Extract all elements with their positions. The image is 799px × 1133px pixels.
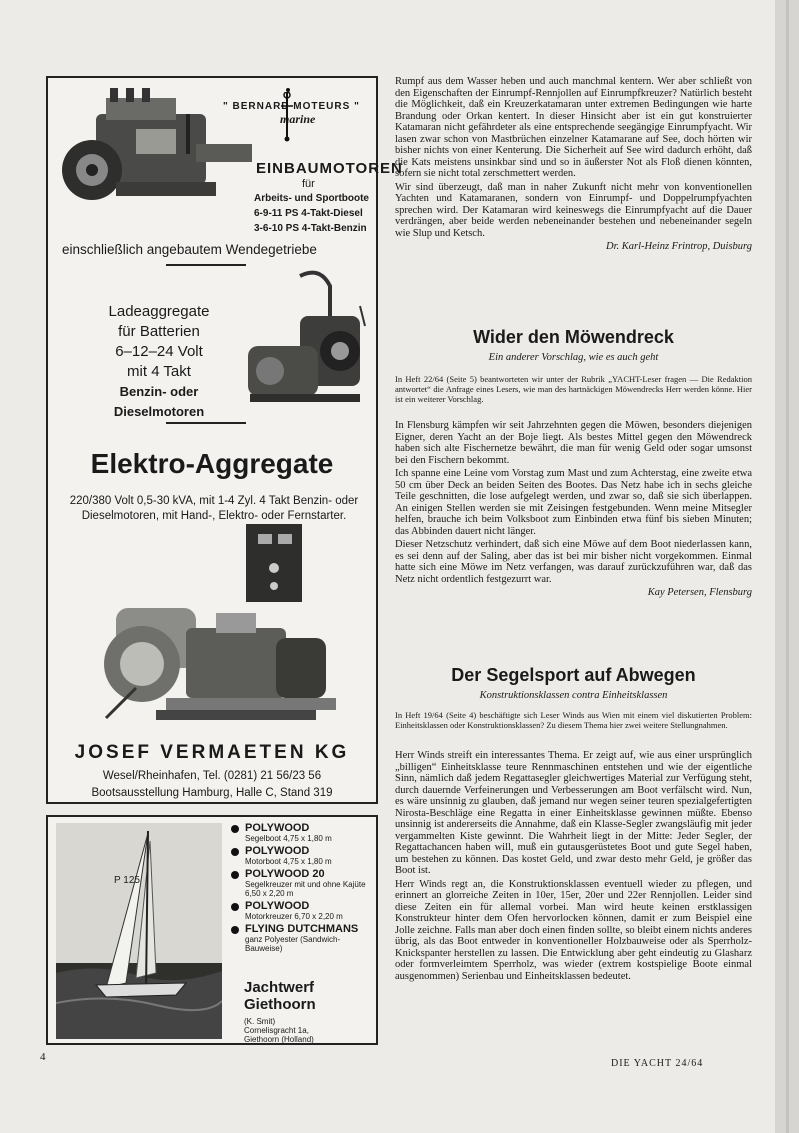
- lade-bold-line: Benzin- oder Dieselmotoren: [113, 384, 205, 419]
- product-name: FLYING DUTCHMANS: [245, 923, 359, 935]
- paragraph: Wir sind überzeugt, daß man in naher Zukunft nicht mehr von konventionellen Yachten und Katamaranen, sondern von Einrumpf- und Doppelrumpfyachten sprechen wird. Der Katamaran wird keineswegs die Einrumpfyacht auf die Dauer verdrängen, aber beide werden nebeneinander bestehen und nebeneinander segeln wie Slup und Ketsch.: [395, 181, 752, 239]
- author-signature: Dr. Karl-Heinz Frintrop, Duisburg: [606, 241, 752, 252]
- product-name: POLYWOOD: [245, 900, 310, 912]
- paragraph: Herr Winds streift ein interessantes Thema. Er zeigt auf, wie aus einer ursprünglich „billigen“ Einheitsklasse teure Rennmaschinen entstehen und wie der eigentliche Sinn, nämlich daß jedem Regattasegler gleichwertiges Material zur Verfügung steht, durch dauernde Verfeinerungen und Verbesserungen am Boot verfälscht wird. Nun, es wäre unsinnig zu glauben, daß jemand nur wegen seiner teuren spezialgefertigten Nirosta-Beschläge eine Regatta in einer Einheitsklasse gewinnen müßte. Ebenso unsinnig ist andererseits die Annahme, daß ein Klasse-Segler zwangsläufig mit jeder vergammelten Kiste gewinnt. Die Wahrheit liegt in der Mitte: Jeder Segler, der Regattachancen haben will, muß ein gutausgerüstetes Boot und gute Segel haben, um bestehen zu können. Das kostet Geld, und zwar desto mehr Geld, je größer das Boot ist.: [395, 750, 752, 876]
- article-segelsport-body: [395, 750, 752, 984]
- list-item: [231, 924, 376, 953]
- address-line: Giethoorn (Holland): [244, 1035, 314, 1044]
- paragraph: Ich spanne eine Leine vom Vorstag zum Mast und zum Achterstag, eine zweite etwa 50 cm über Deck an beiden Seiten des Bootes. Das Netz habe ich in sechs gleiche Teile geschnitten, die lose aufgelegt werden, und zwar so, daß sie sich überlappen. An einigen Stellen werden sie mit Zeisingen festgebunden. Wenn meine Mitsegler helfen, brauche ich beim Volksboot zum Einbinden etwa fünf bis sieben Minuten; das Abbinden dauert nicht länger.: [395, 468, 752, 537]
- list-item: [231, 846, 376, 866]
- product-desc: Motorkreuzer 6,70 x 2,20 m: [245, 912, 343, 921]
- paragraph: In Flensburg kämpfen wir seit Jahrzehnten gegen die Möwen, besonders diejenigen Eigner, deren Yacht an der Boje liegt. Als bestes Mittel gegen den Möwendreck haben sich alte Fischernetze bewährt, die man für wenig Geld oder sogar umsonst bei den Fischern bekommt.: [395, 420, 752, 466]
- page-edge-line: [786, 0, 789, 1133]
- address-line: (K. Smit): [244, 1017, 276, 1026]
- bullet-icon: [231, 903, 239, 911]
- product-desc: Segelkreuzer mit und ohne Kajüte 6,50 x 2,20 m: [245, 880, 366, 898]
- advertisement-vermaeten: [46, 76, 403, 804]
- article-title: Wider den Möwendreck: [473, 327, 674, 347]
- einbau-details: [254, 191, 369, 236]
- anchor-icon: [280, 92, 294, 142]
- product-desc: ganz Polyester (Sandwich-Bauweise): [245, 935, 341, 953]
- divider: [166, 422, 246, 424]
- divider: [166, 264, 246, 266]
- page-number: 4: [40, 1051, 46, 1063]
- brand-subtitle: marine: [280, 112, 316, 126]
- shipyard-name: [244, 979, 316, 1013]
- shipyard-name-line: Giethoorn: [244, 996, 316, 1013]
- wendegetriebe-text: einschließlich angebautem Wendegetriebe: [62, 242, 317, 257]
- einbau-line: 3-6-10 PS 4-Takt-Benzin: [254, 223, 367, 234]
- bullet-icon: [231, 825, 239, 833]
- article-intro: In Heft 22/64 (Seite 5) beantworteten wir unter der Rubrik „YACHT-Leser fragen — Die Redaktion antwortet“ die Anfrage eines Lesers, wie man des hartnäckigen Möwendrecks Herr werden könne. Hier ist ein weiterer Vorschlag.: [395, 374, 752, 404]
- paragraph: Dieser Netzschutz verhindert, daß sich eine Möwe auf dem Boot niederlassen kann, es sei denn auf der Saling, aber das ist bei mir bisher nicht vorgekommen. Einmal hatte sich eine Möwe im Netz verfangen, was darauf zurückzuführen war, daß das Netz nicht ordentlich festgezurrt war.: [395, 539, 752, 585]
- product-name: POLYWOOD 20: [245, 868, 325, 880]
- einbau-line: Arbeits- und Sportboote: [254, 193, 369, 204]
- company-address: [48, 768, 376, 802]
- einbaumotoren-heading: EINBAUMOTOREN: [256, 160, 403, 177]
- brand-name: " BERNARD MOTEURS ": [223, 101, 360, 112]
- elektro-description: 220/380 Volt 0,5-30 kVA, mit 1-4 Zyl. 4 Takt Benzin- oder Dieselmotoren, mit Hand-, Elektro- oder Fernstarter.: [69, 495, 359, 522]
- paragraph: Rumpf aus dem Wasser heben und auch manchmal kentern. Wer aber schließt von den Eigenschaften der Einrumpf-Rennjollen auf Einrumpfkreuzer? Natürlich besteht die Möglichkeit, daß ein Kreuzerkatamaran unter extremen Bedingungen wie harte Brandung oder Orkan kentert. In dieser Hinsicht aber ist ein gut konstruierter Katamaran nicht gefährdeter als eine entsprechende seegängige Einrumpfyacht. Wir lasen zwar schon von Mastbrüchen einzelner Katamarane auf See, doch hörten wir bisher nichts von einer Kenterung. Die Sicherheit auf See wird dadurch erhöht, daß die Kats meistens unsinkbar sind und so in äußerster Not als Floß dienen könnten, sofern sie nicht total zerschmettert werden.: [395, 76, 752, 179]
- einbau-line: 6-9-11 PS 4-Takt-Diesel: [254, 208, 363, 219]
- article-katamaran-continued: [395, 76, 752, 253]
- product-desc: Segelboot 4,75 x 1,80 m: [245, 834, 332, 843]
- list-item: [231, 901, 376, 921]
- article-intro: In Heft 19/64 (Seite 4) beschäftigte sich Leser Winds aus Wien mit einem viel diskutierten Problem: Einheitsklassen oder Konstruktionsklassen? Zu diesem Thema hier zwei weitere Stellungnahmen.: [395, 710, 752, 730]
- lade-line: für Batterien: [118, 323, 200, 340]
- lade-line: Ladeaggregate: [108, 303, 210, 320]
- charger-illustration: [240, 266, 370, 418]
- list-item: [231, 823, 376, 843]
- paragraph: Herr Winds regt an, die Konstruktionsklassen eventuell wieder zu pflegen, und erinnert an glorreiche Zeiten in 10er, 15er, 20er und 22er Rennjollen. Leider sind diese Zeiten ein für allemal vorbei. Man wird heute keinen erstklassigen Konstrukteur hinter dem Ofen hervorlocken können, damit er zum Beispiel eine Jolle zeichne. Falls man aber doch einen finden sollte, so bleibt einem nichts anderes übrig, als das Boot entweder in konventioneller Holzbauweise oder als Sperrholz-Knickspanter herstellen zu lassen. Die Entwicklung aber geht eindeutig zu Glasharz oder formverleimtem Sperrholz, was wieder (extrem kostspielige Boote einmal ausgenommen) Serienbau und Einheitsklassen bedeutet.: [395, 878, 752, 982]
- bullet-icon: [231, 871, 239, 879]
- company-name: JOSEF VERMAETEN KG: [74, 742, 350, 763]
- shipyard-address: [244, 1017, 314, 1044]
- elektro-aggregate-heading: Elektro-Aggregate: [90, 448, 334, 479]
- product-list: [231, 823, 376, 956]
- article-title: Der Segelsport auf Abwegen: [451, 665, 696, 685]
- address-line: Wesel/Rheinhafen, Tel. (0281) 21 56/23 56: [102, 770, 322, 782]
- product-desc: Motorboot 4,75 x 1,80 m: [245, 857, 332, 866]
- product-name: POLYWOOD: [245, 845, 310, 857]
- product-name: POLYWOOD: [245, 822, 310, 834]
- bullet-icon: [231, 926, 239, 934]
- magazine-footer: DIE YACHT 24/64: [611, 1058, 704, 1069]
- article-moewendreck-body: [395, 420, 752, 599]
- list-item: [231, 869, 376, 898]
- lade-line: 6–12–24 Volt: [115, 343, 203, 360]
- lade-line: mit 4 Takt: [127, 363, 191, 380]
- ladeaggregate-block: [84, 302, 234, 422]
- generator-illustration: [96, 518, 336, 736]
- article-subtitle: Ein anderer Vorschlag, wie es auch geht: [488, 352, 659, 363]
- advertisement-polywood: [46, 815, 378, 1045]
- shipyard-name-line: Jachtwerf: [244, 979, 315, 996]
- bullet-icon: [231, 848, 239, 856]
- address-line: Bootsausstellung Hamburg, Halle C, Stand 319: [91, 787, 333, 799]
- sail-number: P 125: [114, 875, 140, 886]
- einbau-fuer: für: [302, 178, 315, 190]
- author-signature: Kay Petersen, Flensburg: [647, 587, 752, 598]
- address-line: Cornelisgracht 1a,: [244, 1026, 309, 1035]
- article-subtitle: Konstruktionsklassen contra Einheitsklassen: [479, 690, 668, 701]
- sailboat-photo: [56, 823, 222, 1039]
